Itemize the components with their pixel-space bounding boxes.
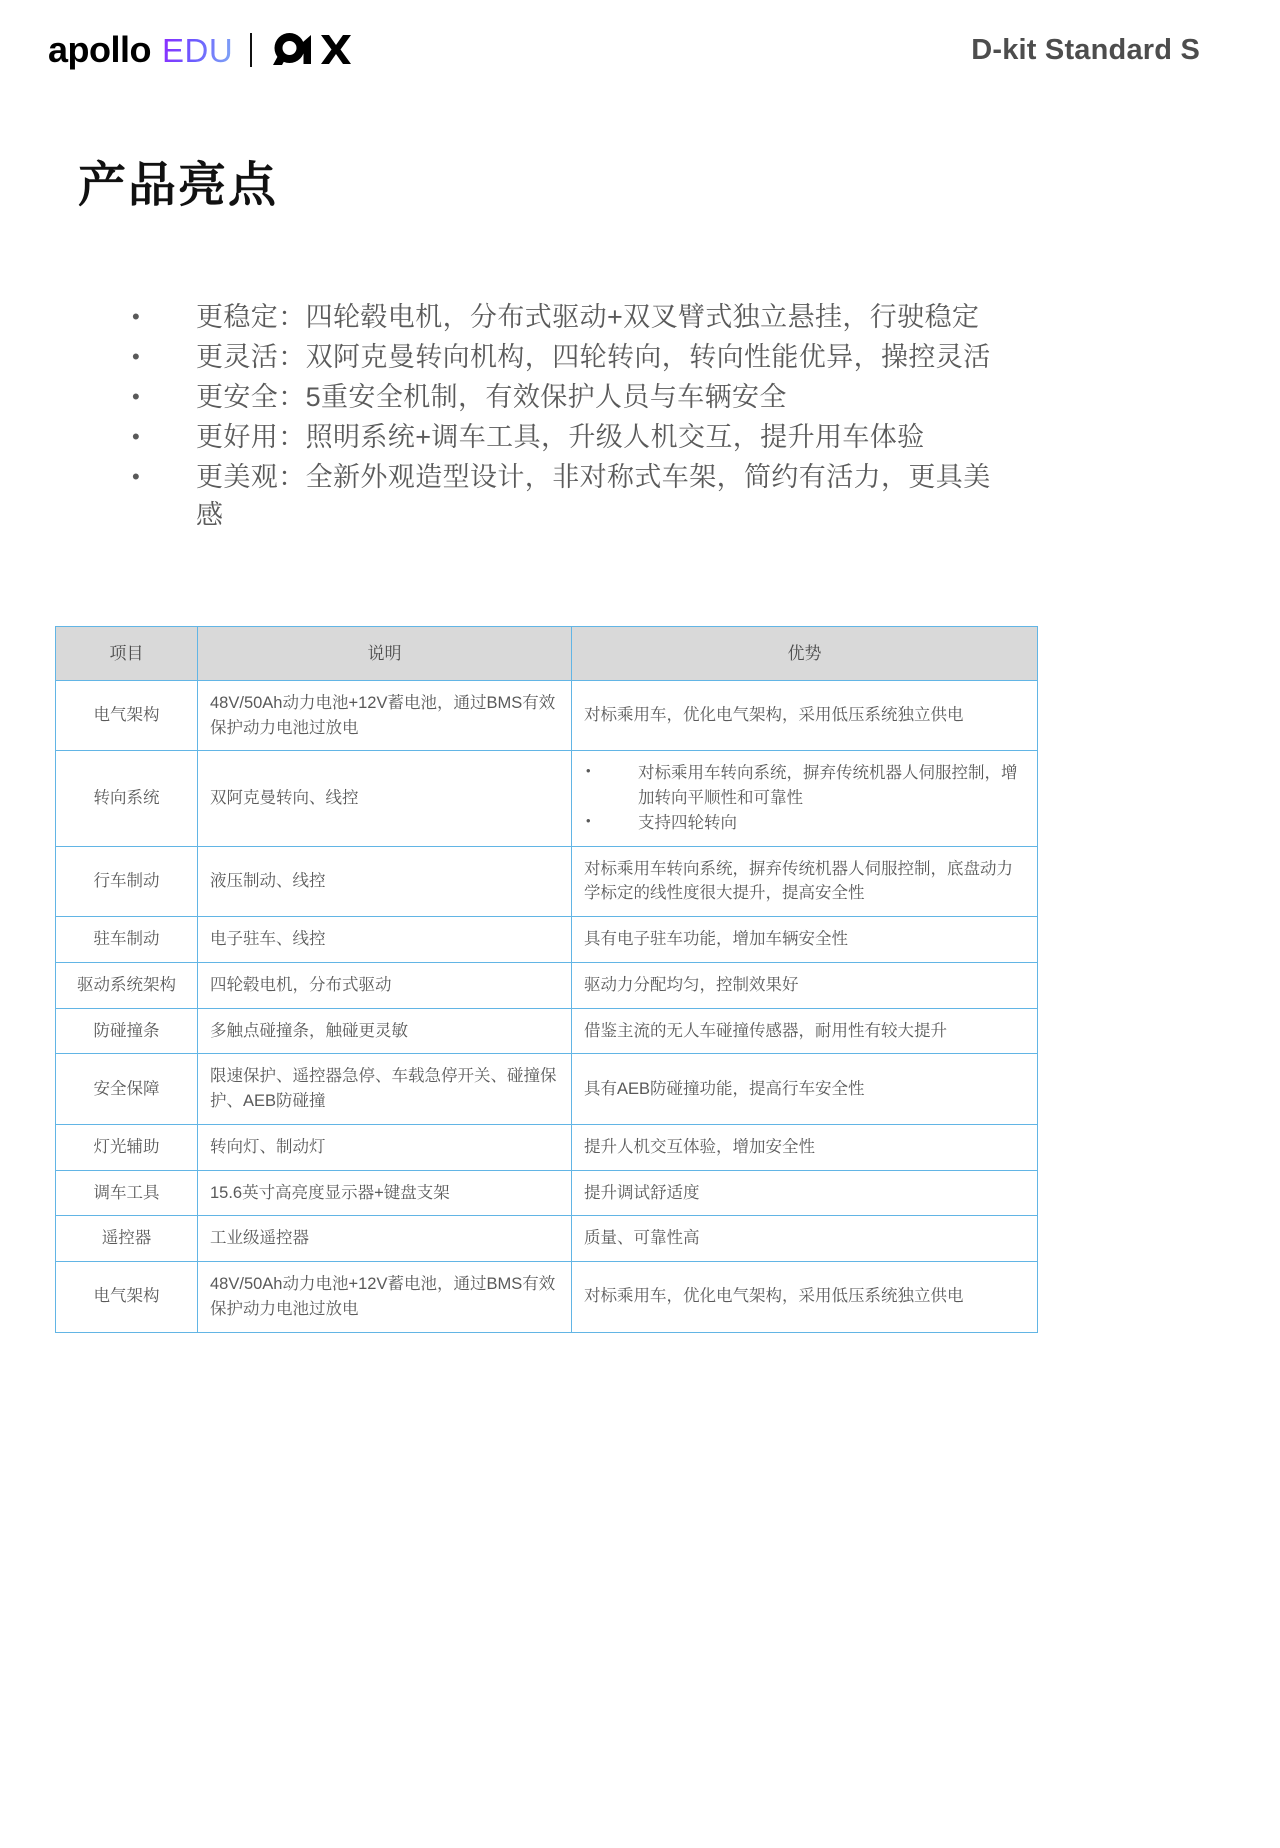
cell-item: 转向系统 — [56, 751, 198, 846]
bullet-icon: • — [132, 343, 140, 369]
brand-apollo-wordmark: apollo — [48, 29, 151, 70]
table-row — [56, 1262, 1038, 1333]
table-row — [56, 846, 1038, 917]
cell-item: 电气架构 — [56, 1262, 198, 1333]
brand-edu-wordmark: EDU — [162, 31, 234, 69]
table-row — [56, 751, 1038, 846]
list-item — [128, 458, 1008, 534]
cell-advantage: 对标乘用车，优化电气架构，采用低压系统独立供电 — [572, 680, 1038, 751]
cell-description: 15.6英寸高亮度显示器+键盘支架 — [198, 1170, 572, 1216]
table-body — [56, 680, 1038, 1332]
cell-description: 48V/50Ah动力电池+12V蓄电池，通过BMS有效保护动力电池过放电 — [198, 680, 572, 751]
cell-advantage: 具有电子驻车功能，增加车辆安全性 — [572, 917, 1038, 963]
cell-item: 调车工具 — [56, 1170, 198, 1216]
cell-description: 多触点碰撞条，触碰更灵敏 — [198, 1008, 572, 1054]
highlight-text: 更美观：全新外观造型设计，非对称式车架，简约有活力，更具美感 — [196, 461, 991, 530]
column-header-item: 项目 — [56, 626, 198, 680]
robotics-mark-icon — [269, 29, 353, 72]
table-row — [56, 917, 1038, 963]
cell-item: 驻车制动 — [56, 917, 198, 963]
cell-item: 灯光辅助 — [56, 1124, 198, 1170]
cell-advantage: 借鉴主流的无人车碰撞传感器，耐用性有较大提升 — [572, 1008, 1038, 1054]
cell-item: 电气架构 — [56, 680, 198, 751]
page-header — [0, 0, 1280, 100]
table-row — [56, 1124, 1038, 1170]
cell-advantage: 具有AEB防碰撞功能，提高行车安全性 — [572, 1054, 1038, 1125]
cell-description: 转向灯、制动灯 — [198, 1124, 572, 1170]
bullet-icon: • — [586, 812, 591, 828]
list-item — [128, 338, 1008, 376]
cell-description: 工业级遥控器 — [198, 1216, 572, 1262]
list-item — [128, 418, 1008, 456]
table-header-row — [56, 626, 1038, 680]
spec-table — [55, 626, 1038, 1333]
cell-description: 四轮毂电机，分布式驱动 — [198, 962, 572, 1008]
highlights-list — [128, 298, 1008, 534]
cell-description: 限速保护、遥控器急停、车载急停开关、碰撞保护、AEB防碰撞 — [198, 1054, 572, 1125]
cell-description: 双阿克曼转向、线控 — [198, 751, 572, 846]
cell-advantage: 驱动力分配均匀，控制效果好 — [572, 962, 1038, 1008]
bullet-icon: • — [132, 463, 140, 489]
highlight-text: 更安全：5重安全机制，有效保护人员与车辆安全 — [196, 381, 787, 412]
highlight-text: 更灵活：双阿克曼转向机构，四轮转向，转向性能优异，操控灵活 — [196, 341, 991, 372]
cell-advantage — [572, 751, 1038, 846]
table-row — [56, 1054, 1038, 1125]
advantage-text: 支持四轮转向 — [638, 813, 737, 832]
cell-description: 液压制动、线控 — [198, 846, 572, 917]
table-row — [56, 680, 1038, 751]
bullet-icon: • — [132, 423, 140, 449]
cell-item: 行车制动 — [56, 846, 198, 917]
cell-advantage: 提升人机交互体验，增加安全性 — [572, 1124, 1038, 1170]
cell-description: 48V/50Ah动力电池+12V蓄电池，通过BMS有效保护动力电池过放电 — [198, 1262, 572, 1333]
list-item — [128, 298, 1008, 336]
page-title: 产品亮点 — [78, 159, 279, 212]
bullet-icon: • — [132, 383, 140, 409]
advantage-sublist — [584, 761, 1025, 835]
cell-advantage: 提升调试舒适度 — [572, 1170, 1038, 1216]
table-row — [56, 1170, 1038, 1216]
brand-logo — [48, 29, 353, 72]
brand-divider — [250, 33, 252, 67]
table-row — [56, 962, 1038, 1008]
column-header-description: 说明 — [198, 626, 572, 680]
table-row — [56, 1008, 1038, 1054]
deck-title: D-kit Standard S — [971, 33, 1200, 66]
cell-item: 防碰撞条 — [56, 1008, 198, 1054]
table-row — [56, 1216, 1038, 1262]
cell-advantage: 对标乘用车转向系统，摒弃传统机器人伺服控制，底盘动力学标定的线性度很大提升，提高安全性 — [572, 846, 1038, 917]
spec-table-wrapper — [55, 626, 1037, 1333]
list-item — [584, 761, 1025, 811]
highlight-text: 更好用：照明系统+调车工具，升级人机交互，提升用车体验 — [196, 421, 925, 452]
cell-item: 遥控器 — [56, 1216, 198, 1262]
cell-item: 驱动系统架构 — [56, 962, 198, 1008]
cell-item: 安全保障 — [56, 1054, 198, 1125]
bullet-icon: • — [586, 763, 591, 779]
advantage-text: 对标乘用车转向系统，摒弃传统机器人伺服控制，增加转向平顺性和可靠性 — [638, 764, 1018, 808]
cell-advantage: 质量、可靠性高 — [572, 1216, 1038, 1262]
list-item — [584, 811, 1025, 836]
cell-description: 电子驻车、线控 — [198, 917, 572, 963]
highlight-text: 更稳定：四轮毂电机，分布式驱动+双叉臂式独立悬挂，行驶稳定 — [196, 301, 980, 332]
bullet-icon: • — [132, 303, 140, 329]
list-item — [128, 378, 1008, 416]
column-header-advantage: 优势 — [572, 626, 1038, 680]
cell-advantage: 对标乘用车，优化电气架构，采用低压系统独立供电 — [572, 1262, 1038, 1333]
